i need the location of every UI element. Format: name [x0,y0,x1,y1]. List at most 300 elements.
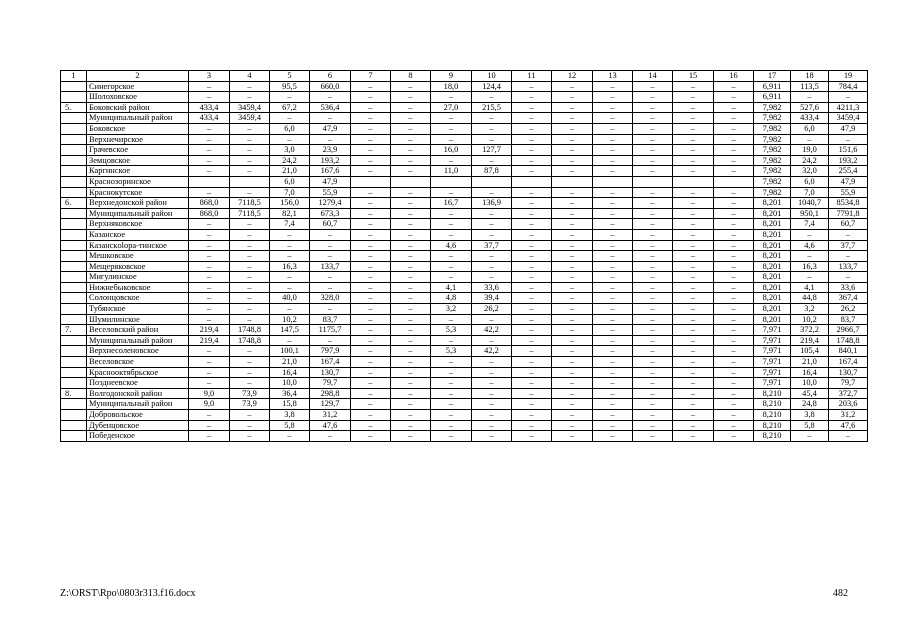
value-cell: – [673,134,714,145]
value-cell: 10,2 [791,314,829,325]
value-cell: 151,6 [829,145,868,156]
value-cell: – [270,134,310,145]
value-cell: – [391,81,431,92]
value-cell: – [391,325,431,336]
value-cell: – [791,431,829,442]
value-cell: – [593,410,633,421]
value-cell: 8,201 [754,198,791,209]
value-cell: 328,0 [310,293,351,304]
value-cell: – [714,113,754,124]
row-name-cell: Волгодонской район [87,388,189,399]
value-cell: – [230,123,270,134]
value-cell [593,176,633,187]
value-cell: 15,8 [270,399,310,410]
value-cell: – [633,81,673,92]
value-cell: 26,2 [472,304,512,315]
value-cell: 7,982 [754,134,791,145]
value-cell: – [472,219,512,230]
value-cell [472,176,512,187]
column-header-7: 7 [351,71,391,82]
value-cell: – [593,219,633,230]
value-cell: – [189,314,230,325]
value-cell: – [673,198,714,209]
value-cell: – [351,431,391,442]
table-row [61,134,868,145]
value-cell: 7,982 [754,187,791,198]
value-cell: – [673,229,714,240]
value-cell: 6,0 [270,123,310,134]
value-cell: – [391,134,431,145]
value-cell: – [633,378,673,389]
value-cell: – [512,208,552,219]
value-cell: 130,7 [310,367,351,378]
row-name-cell: Верхняковское [87,219,189,230]
table-body [61,81,868,441]
row-name-cell: Краснокутское [87,187,189,198]
value-cell: – [714,92,754,103]
value-cell: – [673,346,714,357]
value-cell: 193,2 [310,155,351,166]
table-row [61,92,868,103]
value-cell: – [391,229,431,240]
value-cell: – [633,261,673,272]
table-row [61,176,868,187]
value-cell: – [230,293,270,304]
table-row [61,431,868,442]
row-number-cell [61,304,87,315]
value-cell: 7,971 [754,357,791,368]
row-number-cell: 6. [61,198,87,209]
value-cell: – [552,293,593,304]
value-cell: – [391,261,431,272]
value-cell: 33,6 [472,282,512,293]
row-number-cell [61,176,87,187]
value-cell: – [552,251,593,262]
column-header-18: 18 [791,71,829,82]
value-cell: – [230,420,270,431]
row-number-cell [61,399,87,410]
value-cell: – [230,282,270,293]
value-cell: – [230,187,270,198]
value-cell: 4,1 [431,282,472,293]
value-cell: – [512,123,552,134]
value-cell: – [552,155,593,166]
value-cell: – [552,335,593,346]
value-cell: – [714,399,754,410]
value-cell: – [714,304,754,315]
value-cell: – [714,388,754,399]
value-cell: 21,0 [270,166,310,177]
value-cell: – [633,123,673,134]
value-cell: – [673,431,714,442]
value-cell: 16,4 [791,367,829,378]
row-number-cell [61,134,87,145]
value-cell: 3,2 [791,304,829,315]
value-cell: 193,2 [829,155,868,166]
value-cell: – [189,145,230,156]
row-number-cell [61,208,87,219]
value-cell: – [512,229,552,240]
value-cell: – [593,113,633,124]
value-cell: – [310,282,351,293]
row-number-cell [61,367,87,378]
value-cell: – [512,325,552,336]
value-cell: 55,9 [829,187,868,198]
value-cell: – [351,155,391,166]
value-cell: – [189,92,230,103]
value-cell: – [512,388,552,399]
row-name-cell: Синегорское [87,81,189,92]
value-cell: – [673,325,714,336]
value-cell: – [431,357,472,368]
value-cell: – [391,102,431,113]
value-cell: – [633,187,673,198]
value-cell: – [633,208,673,219]
value-cell: – [230,357,270,368]
column-header-17: 17 [754,71,791,82]
value-cell: 7,982 [754,123,791,134]
value-cell: – [391,240,431,251]
value-cell: 167,4 [310,357,351,368]
table-row [61,81,868,92]
value-cell: – [633,166,673,177]
value-cell: – [633,219,673,230]
value-cell: 4,6 [431,240,472,251]
value-cell: – [633,420,673,431]
row-number-cell [61,293,87,304]
table-row [61,187,868,198]
value-cell: 255,4 [829,166,868,177]
value-cell: – [270,304,310,315]
row-name-cell: Боковский район [87,102,189,113]
value-cell: – [714,102,754,113]
value-cell: – [593,272,633,283]
value-cell: – [472,134,512,145]
value-cell: – [472,367,512,378]
value-cell: – [472,187,512,198]
value-cell: – [552,282,593,293]
value-cell: 6,0 [270,176,310,187]
value-cell: – [633,229,673,240]
column-header-13: 13 [593,71,633,82]
value-cell: – [391,335,431,346]
value-cell: – [230,378,270,389]
value-cell [351,176,391,187]
value-cell: – [552,81,593,92]
value-cell: – [512,304,552,315]
column-header-8: 8 [391,71,431,82]
table-row [61,378,868,389]
value-cell: – [391,346,431,357]
row-name-cell: Шумилинское [87,314,189,325]
value-cell: 44,8 [791,293,829,304]
value-cell: – [714,367,754,378]
row-name-cell: Муниципальный район [87,113,189,124]
value-cell: – [189,134,230,145]
value-cell: – [351,113,391,124]
value-cell: – [593,399,633,410]
value-cell: 105,4 [791,346,829,357]
value-cell: 7,971 [754,335,791,346]
value-cell: – [230,81,270,92]
row-number-cell [61,314,87,325]
value-cell: 83,7 [829,314,868,325]
value-cell: 82,1 [270,208,310,219]
value-cell: – [351,198,391,209]
table-row [61,251,868,262]
value-cell: – [512,431,552,442]
value-cell: 136,9 [472,198,512,209]
value-cell: 8,210 [754,431,791,442]
value-cell: – [512,251,552,262]
value-cell: 527,6 [791,102,829,113]
value-cell: – [351,123,391,134]
row-number-cell [61,272,87,283]
value-cell: 6,911 [754,92,791,103]
value-cell: – [230,229,270,240]
value-cell: 73,9 [230,388,270,399]
value-cell: – [552,229,593,240]
value-cell: – [189,304,230,315]
value-cell: – [270,335,310,346]
value-cell [552,176,593,187]
value-cell: 840,1 [829,346,868,357]
value-cell: – [552,208,593,219]
value-cell: – [593,388,633,399]
value-cell: 1748,8 [230,335,270,346]
value-cell: 1175,7 [310,325,351,336]
value-cell: – [673,272,714,283]
column-header-12: 12 [552,71,593,82]
value-cell: – [230,134,270,145]
value-cell: – [472,251,512,262]
value-cell: – [189,431,230,442]
value-cell: – [472,113,512,124]
value-cell: – [472,208,512,219]
value-cell: – [633,92,673,103]
value-cell: 797,9 [310,346,351,357]
value-cell: 8,210 [754,410,791,421]
value-cell: – [230,272,270,283]
row-name-cell: Верхнесоленовское [87,346,189,357]
value-cell: – [673,304,714,315]
value-cell: – [593,325,633,336]
table-row [61,261,868,272]
table-row [61,304,868,315]
value-cell: – [714,293,754,304]
value-cell: 9,0 [189,399,230,410]
value-cell: 100,1 [270,346,310,357]
row-number-cell [61,346,87,357]
value-cell: 8,201 [754,293,791,304]
value-cell: – [472,431,512,442]
value-cell: – [431,261,472,272]
row-name-cell: Веселовское [87,357,189,368]
value-cell: – [310,251,351,262]
value-cell: – [391,378,431,389]
row-name-cell: Мешковское [87,251,189,262]
value-cell: 372,2 [791,325,829,336]
value-cell: – [714,346,754,357]
value-cell: – [431,410,472,421]
value-cell: 7,971 [754,346,791,357]
value-cell: – [431,251,472,262]
value-cell: – [673,410,714,421]
value-cell: 33,6 [829,282,868,293]
value-cell: – [512,198,552,209]
row-number-cell [61,378,87,389]
value-cell: 6,0 [791,176,829,187]
value-cell: 167,6 [310,166,351,177]
value-cell: 7,0 [270,187,310,198]
value-cell: – [189,219,230,230]
value-cell: 3459,4 [230,102,270,113]
value-cell: – [189,282,230,293]
value-cell: – [633,134,673,145]
value-cell: 36,4 [270,388,310,399]
value-cell: – [714,431,754,442]
value-cell: 433,4 [189,113,230,124]
row-number-cell [61,219,87,230]
value-cell: 23,9 [310,145,351,156]
value-cell: – [512,420,552,431]
column-header-9: 9 [431,71,472,82]
value-cell: – [431,92,472,103]
value-cell: 3,8 [791,410,829,421]
value-cell: 31,2 [310,410,351,421]
value-cell: 7,982 [754,113,791,124]
row-name-cell: Верхнечирское [87,134,189,145]
value-cell: – [673,219,714,230]
value-cell: 8,201 [754,229,791,240]
value-cell: – [673,92,714,103]
value-cell [673,176,714,187]
value-cell: – [633,282,673,293]
table-row [61,113,868,124]
table-row [61,357,868,368]
table-row [61,399,868,410]
value-cell: – [351,420,391,431]
row-number-cell [61,282,87,293]
value-cell: – [512,187,552,198]
value-cell: – [633,367,673,378]
value-cell: – [230,304,270,315]
value-cell: – [673,166,714,177]
value-cell: – [673,282,714,293]
value-cell: – [472,410,512,421]
value-cell: – [829,272,868,283]
value-cell: – [552,92,593,103]
value-cell: – [593,420,633,431]
value-cell: – [791,134,829,145]
value-cell: 536,4 [310,102,351,113]
value-cell: – [230,166,270,177]
value-cell: – [633,113,673,124]
value-cell: 1748,8 [829,335,868,346]
value-cell: 8,210 [754,420,791,431]
value-cell: – [351,325,391,336]
value-cell: – [512,293,552,304]
value-cell: – [552,325,593,336]
value-cell: 147,5 [270,325,310,336]
value-cell: – [593,155,633,166]
value-cell: 7,982 [754,176,791,187]
value-cell: – [673,155,714,166]
table-row [61,102,868,113]
value-cell: – [593,134,633,145]
value-cell: 45,4 [791,388,829,399]
value-cell: 8,201 [754,314,791,325]
value-cell: – [512,145,552,156]
value-cell: – [593,208,633,219]
column-header-1: 1 [61,71,87,82]
row-number-cell [61,251,87,262]
value-cell: – [391,410,431,421]
row-number-cell: 8. [61,388,87,399]
value-cell: 19,0 [791,145,829,156]
value-cell: – [189,420,230,431]
value-cell: – [512,399,552,410]
value-cell: – [512,240,552,251]
value-cell: – [472,123,512,134]
value-cell: – [714,198,754,209]
value-cell: – [714,145,754,156]
value-cell: – [351,346,391,357]
value-cell: – [391,198,431,209]
value-cell: – [351,388,391,399]
column-header-11: 11 [512,71,552,82]
value-cell: – [714,325,754,336]
row-name-cell: Тубянское [87,304,189,315]
value-cell: – [431,420,472,431]
value-cell: – [431,187,472,198]
value-cell [633,176,673,187]
table-row [61,346,868,357]
value-cell: – [552,145,593,156]
value-cell: – [391,187,431,198]
value-cell: 1748,8 [230,325,270,336]
value-cell: 8534,8 [829,198,868,209]
value-cell: 129,7 [310,399,351,410]
value-cell: – [673,187,714,198]
table-row [61,145,868,156]
value-cell: 37,7 [829,240,868,251]
value-cell: – [791,251,829,262]
value-cell: 4,1 [791,282,829,293]
value-cell: – [391,420,431,431]
value-cell: – [512,357,552,368]
value-cell: – [189,240,230,251]
value-cell: 31,2 [829,410,868,421]
row-name-cell: Муниципальный район [87,399,189,410]
value-cell: 7,982 [754,102,791,113]
value-cell: – [391,272,431,283]
row-name-cell: Грачевское [87,145,189,156]
value-cell: 7,4 [791,219,829,230]
value-cell: – [512,261,552,272]
value-cell: – [189,81,230,92]
value-cell: – [552,134,593,145]
row-name-cell: Боковское [87,123,189,134]
value-cell: – [310,272,351,283]
table-row [61,208,868,219]
column-header-19: 19 [829,71,868,82]
value-cell: – [714,81,754,92]
value-cell: 16,3 [270,261,310,272]
value-cell: 7,971 [754,325,791,336]
value-cell: – [391,219,431,230]
value-cell: – [633,251,673,262]
